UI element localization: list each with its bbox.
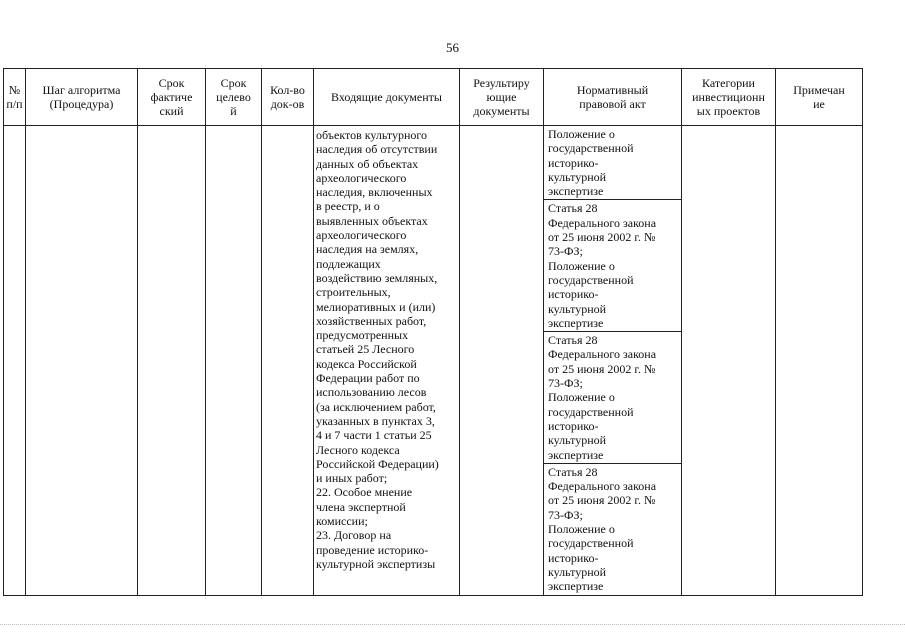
header-target-term: Срок целево й <box>206 69 262 126</box>
header-legal-act: Нормативный правовой акт <box>544 69 682 126</box>
legal-act-block: Положение о государственной историко- культурной экспертизе <box>544 126 681 200</box>
scan-artifact-line <box>0 624 905 629</box>
cell-categories <box>682 126 776 596</box>
input-docs-text: объектов культурного наследия об отсутствии данных об объектах археологического наследия, включенных в реестр, и о выявленных объектах археологического наследия на землях, подлежащих воздействию земляных, строительных, мелиоративных и (или) хозяйственных работ, предусмотренных статьей 25 Лесного кодекса Российской Федерации работ по использованию лесов (за исключением работ, указанных в пунктах 3, 4 и 7 части 1 статьи 25 Лесного кодекса Российской Федерации) и иных работ; 22. Особое мнение члена экспертной комиссии; 23. Договор на проведение историко- культурной экспертизы <box>316 128 439 571</box>
header-notes: Примечан ие <box>776 69 863 126</box>
cell-actual-term <box>138 126 206 596</box>
legal-act-block: Статья 28 Федерального закона от 25 июня 2002 г. № 73-ФЗ; Положение о государственной историко- культурной экспертизе <box>544 200 681 332</box>
header-step: Шаг алгоритма (Процедура) <box>26 69 138 126</box>
cell-doc-count <box>262 126 314 596</box>
header-categories: Категории инвестиционн ых проектов <box>682 69 776 126</box>
header-num: № п/п <box>4 69 26 126</box>
cell-notes <box>776 126 863 596</box>
cell-result-docs <box>460 126 544 596</box>
page-number: 56 <box>446 40 459 55</box>
table-row <box>4 126 863 596</box>
cell-step <box>26 126 138 596</box>
table-header-row <box>4 69 863 126</box>
legal-act-block: Статья 28 Федерального закона от 25 июня 2002 г. № 73-ФЗ; Положение о государственной историко- культурной экспертизе <box>548 464 657 594</box>
cell-num <box>4 126 26 596</box>
legal-act-block: Статья 28 Федерального закона от 25 июня 2002 г. № 73-ФЗ; Положение о государственной историко- культурной экспертизе <box>544 332 681 464</box>
header-result-docs: Результиру ющие документы <box>460 69 544 126</box>
cell-input-docs <box>314 126 460 596</box>
header-input-docs: Входящие документы <box>314 69 460 126</box>
cell-target-term <box>206 126 262 596</box>
procedure-table <box>3 68 863 596</box>
header-doc-count: Кол-во док-ов <box>262 69 314 126</box>
cell-legal-act <box>544 126 682 596</box>
header-actual-term: Срок фактиче ский <box>138 69 206 126</box>
